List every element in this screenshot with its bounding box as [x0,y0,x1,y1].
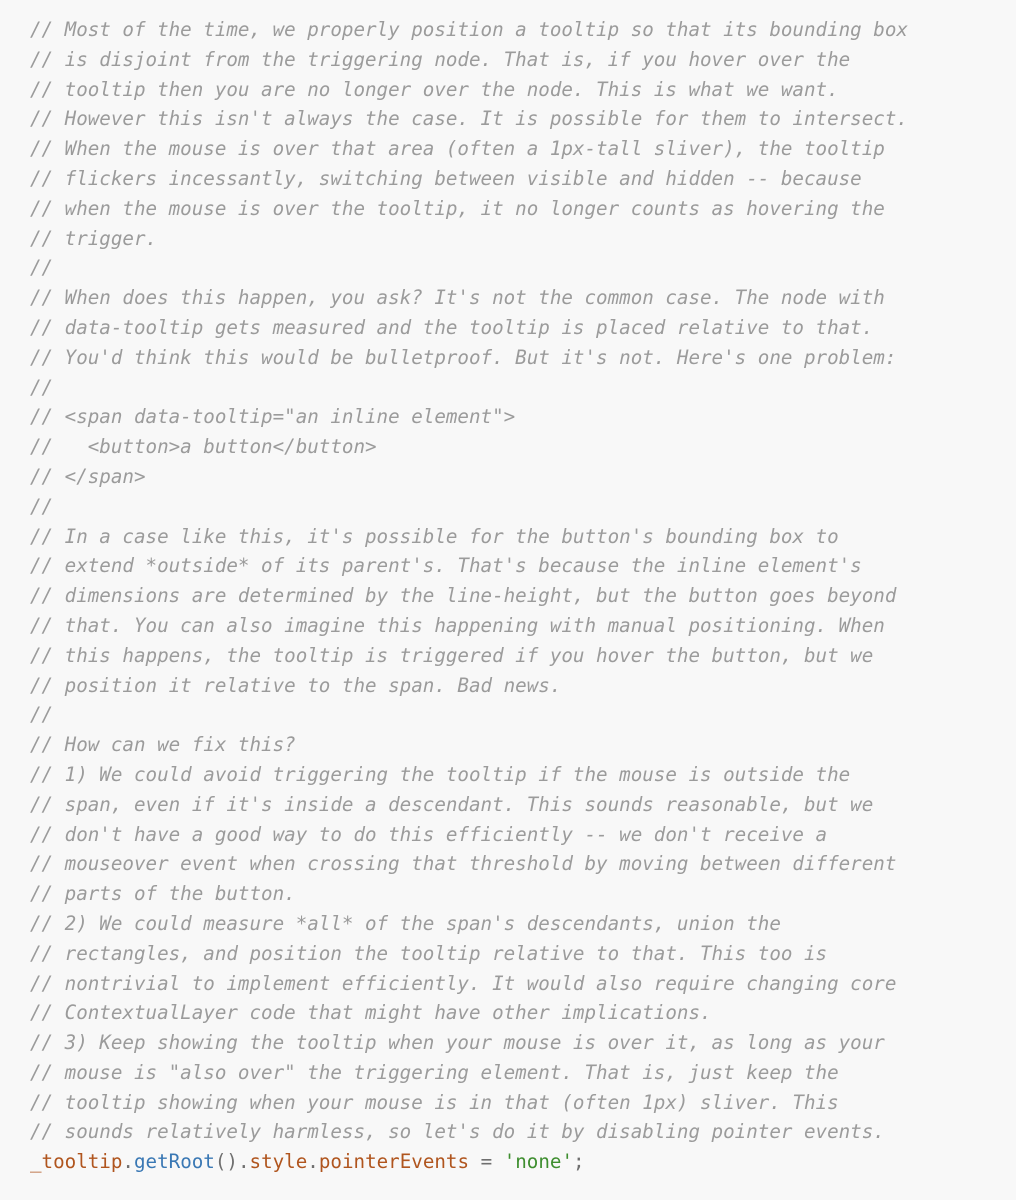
comment-line: // is disjoint from the triggering node. That is, if you hover over the [30,47,851,71]
comment-line: // extend *outside* of its parent's. That's because the inline element's [30,554,862,578]
comment-line: // When does this happen, you ask? It's not the common case. The node with [30,286,885,310]
tooltip-variable: _tooltip [30,1150,123,1174]
none-string-literal: 'none' [503,1150,574,1174]
pointer-events-property: pointerEvents [318,1150,470,1174]
comment-line: // this happens, the tooltip is triggered if you hover the button, but we [30,643,874,667]
semicolon: ; [573,1150,585,1174]
comment-line: // flickers incessantly, switching between visible and hidden -- because [30,166,862,190]
comment-line: // span, even if it's inside a descendant. This sounds reasonable, but we [30,792,874,816]
assignment-operator: = [469,1150,504,1174]
comment-line: // tooltip then you are no longer over the node. This is what we want. [30,77,839,101]
comment-line: // 3) Keep showing the tooltip when your mouse is over it, as long as your [30,1031,885,1055]
comment-line: // nontrivial to implement efficiently. It would also require changing core [30,971,897,995]
comment-line: // don't have a good way to do this efficiently -- we don't receive a [30,822,828,846]
comment-line: // </span> [30,464,146,488]
comment-line: // sounds relatively harmless, so let's do it by disabling pointer events. [30,1120,885,1144]
style-property: style [249,1150,308,1174]
comment-line: // ContextualLayer code that might have other implications. [30,1001,712,1025]
comment-line: // <button>a button</button> [30,435,377,459]
dot-operator: . [307,1150,319,1174]
comment-line: // parts of the button. [30,882,296,906]
comment-line: // data-tooltip gets measured and the tooltip is placed relative to that. [30,315,874,339]
comment-line: // In a case like this, it's possible for the button's bounding box to [30,524,839,548]
comment-line: // When the mouse is over that area (often a 1px-tall sliver), the tooltip [30,137,885,161]
get-root-method: getRoot [133,1150,215,1174]
code-statement-line [30,1147,1016,1177]
comment-line: // [30,703,54,727]
comment-line: // [30,375,54,399]
dot-operator: . [237,1150,250,1174]
comment-line: // Most of the time, we properly position a tooltip so that its bounding box [30,18,908,41]
comment-line: // 1) We could avoid triggering the tooltip if the mouse is outside the [30,762,851,786]
comment-line: // You'd think this would be bulletproof. But it's not. Here's one problem: [30,345,897,369]
comment-line: // mouse is "also over" the triggering element. That is, just keep the [30,1060,839,1084]
comment-line: // [30,256,54,280]
comment-line: // How can we fix this? [30,733,296,757]
comment-line: // position it relative to the span. Bad news. [30,673,562,697]
comment-line: // rectangles, and position the tooltip relative to that. This too is [30,941,828,965]
comment-line: // 2) We could measure *all* of the span's descendants, union the [30,911,781,935]
comment-line: // tooltip showing when your mouse is in that (often 1px) sliver. This [30,1090,839,1114]
comment-line: // that. You can also imagine this happening with manual positioning. When [30,613,885,637]
comment-line: // when the mouse is over the tooltip, it no longer counts as hovering the [30,196,885,220]
dot-operator: . [122,1150,134,1174]
comment-line: // dimensions are determined by the line-height, but the button goes beyond [30,584,897,608]
comment-line: // <span data-tooltip="an inline element"> [30,405,516,429]
comment-line: // However this isn't always the case. It is possible for them to intersect. [30,107,908,131]
comment-line: // [30,494,54,518]
comment-block [30,15,1016,1147]
comment-line: // mouseover event when crossing that threshold by moving between different [30,852,897,876]
comment-line: // trigger. [30,226,158,250]
call-parens: () [214,1150,238,1174]
